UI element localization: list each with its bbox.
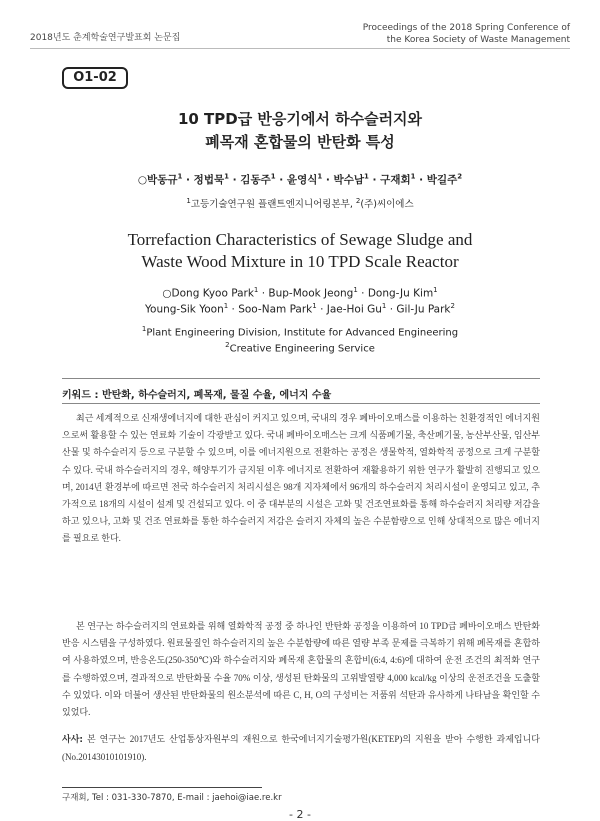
keywords-top-rule bbox=[62, 378, 540, 379]
footnote-rule bbox=[62, 787, 262, 788]
keywords-bottom-rule bbox=[62, 403, 540, 404]
kr-author-separator: · bbox=[228, 174, 241, 186]
en-author-separator: · bbox=[386, 303, 397, 316]
en-author-name: Soo-Nam Park bbox=[238, 303, 313, 316]
running-header-right-line1: Proceedings of the 2018 Spring Conference of bbox=[362, 23, 570, 33]
en-author-affil-sup: 1 bbox=[433, 286, 438, 294]
en-author-name: Dong-Ju Kim bbox=[367, 287, 434, 300]
kr-author-name: 박동규 bbox=[147, 174, 178, 186]
english-title-line2: Waste Wood Mixture in 10 TPD Scale Reactor bbox=[141, 252, 459, 271]
kr-author-separator: · bbox=[182, 174, 194, 186]
en-author-name: Dong Kyoo Park bbox=[171, 287, 254, 300]
en-presenter-marker: ○ bbox=[162, 287, 172, 300]
kr-author-name: 박수남 bbox=[333, 174, 364, 186]
kr-author-affil-sup: 1 bbox=[177, 172, 183, 181]
acknowledgement-text: 본 연구는 2017년도 산업통상자원부의 재원으로 한국에너지기술평가원(KETEP)의 지원을 받아 수행한 과제입니다(No.20143010101910). bbox=[62, 734, 540, 763]
en-author-separator: · bbox=[316, 303, 327, 316]
en-author-name: Gil-Ju Park bbox=[396, 303, 451, 316]
en-affil-sup-1: 1 bbox=[141, 325, 147, 333]
en-affil-org-2: Creative Engineering Service bbox=[229, 343, 375, 355]
en-author-affil-sup: 1 bbox=[253, 286, 259, 294]
acknowledgement bbox=[62, 731, 540, 766]
korean-affiliations bbox=[40, 196, 560, 210]
kr-author-affil-sup: 1 bbox=[270, 172, 276, 181]
en-affil-sup-2: 2 bbox=[225, 341, 230, 349]
body-paragraph-2: 본 연구는 하수슬러지의 연료화를 위해 열화학적 공정 중 하나인 반탄화 공정을 이용하여 10 TPD급 폐바이오매스 반탄화 반응 시스템을 구성하였다. 원료물질인 하수슬러지의 높은 수분함량에 따른 열량 부족 문제를 극복하기 위해 폐목재를 혼합하여 사용하였으며, 반응온도(250-350℃)와 하수슬러지와 폐목재 혼합물의 혼합비(6:4, 4:6)에 대하여 운전 조건의 최적화 연구를 수행하였으며, 결과적으로 반탄화물 수율 70% 이상, 생성된 탄화물의 고위발열량 4,000 kcal/kg 이상의 운전조건을 도출할 수 있었다. 이와 더불어 생산된 반탄화물의 원소분석에 따른 C, H, O의 구성비는 저품위 석탄과 유사하게 나타남을 확인할 수 있었다. bbox=[62, 621, 540, 718]
korean-title-line1: 10 TPD급 반응기에서 하수슬러지와 bbox=[177, 110, 423, 128]
kr-author-affil-sup: 1 bbox=[363, 172, 369, 181]
kr-author-separator: · bbox=[368, 174, 381, 186]
session-code-badge: O1-02 bbox=[62, 67, 128, 89]
affil-sup-2: 2 bbox=[355, 196, 361, 205]
kr-author-separator: · bbox=[275, 174, 287, 186]
kr-author-name: 김동주 bbox=[240, 174, 271, 186]
en-author-name: Young-Sik Yoon bbox=[145, 303, 224, 316]
affil-org-1: 고등기술연구원 플랜트엔지니어링본부, bbox=[190, 199, 353, 210]
kr-author-affil-sup: 2 bbox=[457, 172, 463, 181]
en-author-separator: · bbox=[357, 287, 368, 300]
korean-author-list bbox=[40, 172, 560, 187]
acknowledgement-label: 사사: bbox=[62, 735, 83, 745]
header-divider bbox=[30, 48, 570, 49]
english-title-line1: Torrefaction Characteristics of Sewage Sludge and bbox=[127, 230, 473, 249]
running-header-left: 2018년도 춘계학술연구발표회 논문집 bbox=[30, 33, 181, 43]
en-author-separator: · bbox=[228, 303, 239, 316]
kr-author-separator: · bbox=[322, 174, 334, 186]
affil-org-2: (주)씨이에스 bbox=[360, 199, 414, 210]
body-paragraph-1: 최근 세계적으로 신재생에너지에 대한 관심이 커지고 있으며, 국내의 경우 폐바이오매스를 이용하는 친환경적인 에너지원으로써 활용할 수 있는 연료화 기술이 각광받고 있다. 국내 폐바이오매스는 크게 식품폐기물, 축산폐기물, 농산부산물, 임산부산물 및 하수슬러지 등으로 구분할 수 있으며, 이를 에너지원으로 전환하는 공정은 생물학적, 열화학적 공정으로 크게 구분할 수 있다. 국내 하수슬러지의 경우, 해양투기가 금지된 이후 에너지로 전환하여 재활용하기 위한 연구가 활발히 진행되고 있으며, 2014년 환경부에 따르면 전국 하수슬러지 처리시설은 98개 지자체에서 96개의 하수슬러지 처리시설이 운영되고 있고, 추가적으로 18개의 시설이 설계 및 건설되고 있다. 이 중 대부분의 시설은 고화 및 건조연료화를 통해 하수슬러지 처리량 저감을 하고 있으나, 고화 및 건조 연료화를 통한 하수슬러지 저감은 슬러지 자체의 높은 수분함량으로 인해 상대적으로 많은 에너지를 필요로 한다. bbox=[62, 413, 540, 544]
keywords-line: 키워드 : 반탄화, 하수슬러지, 폐목재, 물질 수율, 에너지 수율 bbox=[62, 390, 332, 401]
kr-author-name: 정법묵 bbox=[193, 174, 225, 186]
en-author-name: Bup-Mook Jeong bbox=[268, 287, 354, 300]
english-affiliation-1 bbox=[40, 325, 560, 338]
corresponding-author-footnote: 구재회, Tel : 031-330-7870, E-mail : jaehoi@iae.re.kr bbox=[62, 793, 282, 803]
kr-author-affil-sup: 1 bbox=[317, 172, 323, 181]
english-author-list-line2 bbox=[40, 302, 560, 316]
english-author-list-line1 bbox=[40, 286, 560, 300]
affil-sup-1: 1 bbox=[186, 196, 191, 205]
kr-author-affil-sup: 1 bbox=[410, 172, 416, 181]
en-author-name: Jae-Hoi Gu bbox=[326, 303, 382, 316]
kr-author-name: 윤영식 bbox=[286, 174, 318, 186]
page-number: - 2 - bbox=[289, 808, 311, 821]
kr-author-affil-sup: 1 bbox=[224, 172, 229, 181]
kr-author-separator: · bbox=[415, 174, 427, 186]
kr-presenter-marker: ○ bbox=[137, 174, 148, 186]
kr-author-name: 박길주 bbox=[426, 174, 458, 186]
running-header-right bbox=[290, 22, 570, 46]
en-author-separator: · bbox=[258, 287, 269, 300]
running-header-right-line2: the Korea Society of Waste Management bbox=[386, 35, 570, 45]
korean-title-line2: 폐목재 혼합물의 반탄화 특성 bbox=[205, 133, 395, 151]
en-affil-org-1: Plant Engineering Division, Institute for Advanced Engineering bbox=[146, 327, 459, 339]
en-author-affil-sup: 1 bbox=[312, 302, 317, 310]
en-author-affil-sup: 1 bbox=[353, 286, 358, 294]
en-author-affil-sup: 2 bbox=[450, 302, 455, 310]
en-author-affil-sup: 1 bbox=[381, 302, 387, 310]
kr-author-name: 구재회 bbox=[380, 174, 411, 186]
en-author-affil-sup: 1 bbox=[223, 302, 229, 310]
english-affiliation-2 bbox=[40, 341, 560, 354]
